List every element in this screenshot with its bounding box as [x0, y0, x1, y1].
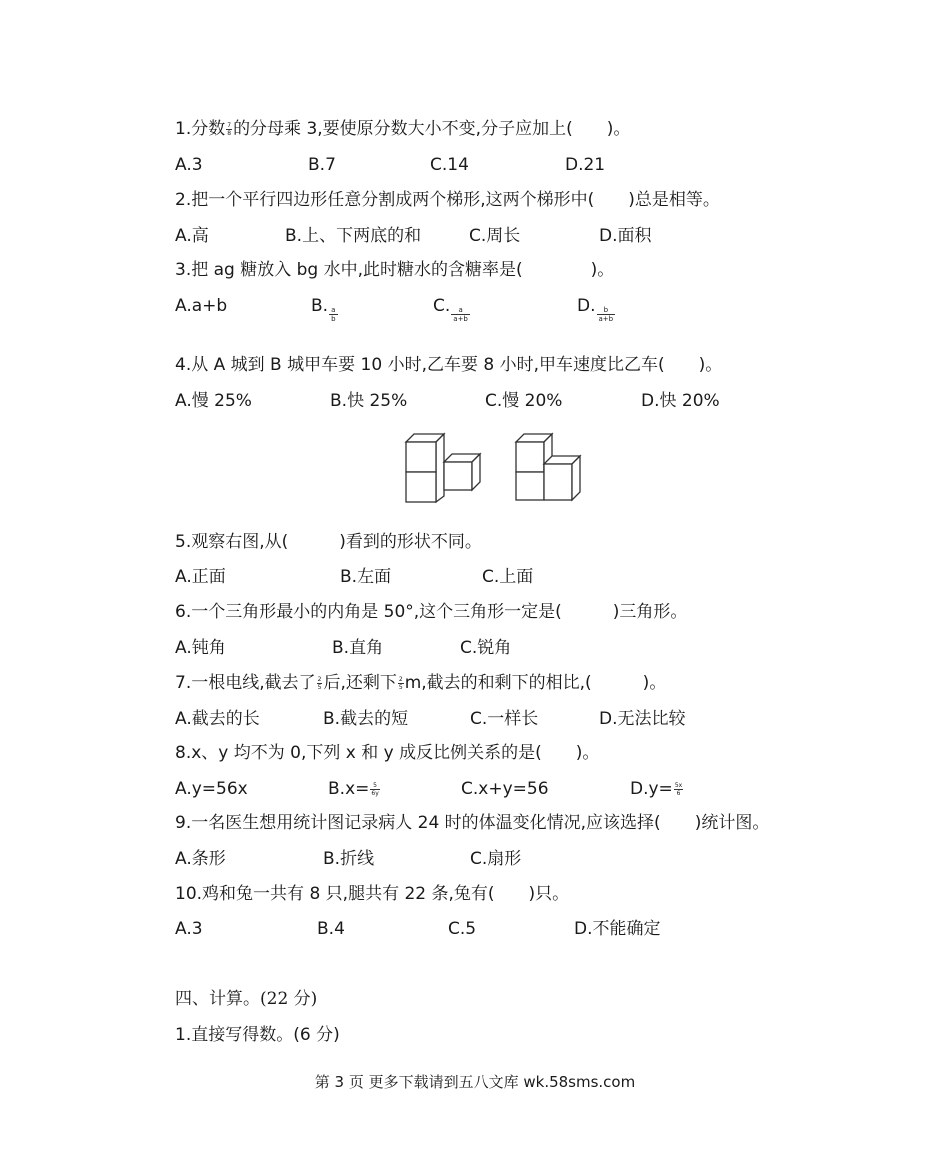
q8-option-b-label: B.x=	[328, 779, 370, 799]
section4-sub1: 1.直接写得数。(6 分)	[175, 1025, 340, 1045]
q1-stem-b: 的分母乘 3,要使原分数大小不变,分子应加上( )。	[233, 119, 631, 139]
q4-option-b: B.快 25%	[330, 391, 408, 411]
q7-stem-b: 后,还剩下	[323, 673, 397, 693]
q6-option-a: A.钝角	[175, 638, 226, 658]
q3-option-b-den: b	[331, 315, 336, 323]
right-base-left-cube	[516, 472, 544, 500]
q7-fraction-1	[317, 676, 323, 691]
q7-stem-a: 7.一根电线,截去了	[175, 673, 316, 693]
q3-option-d-label: D.	[577, 296, 596, 316]
q7-stem-c: m,截去的和剩下的相比,( )。	[404, 673, 667, 693]
right-base-right-cube	[544, 464, 572, 500]
q9-option-c: C.扇形	[470, 849, 522, 869]
q8-option-b	[328, 778, 381, 800]
q3-option-c-den: a+b	[453, 315, 468, 323]
q4-option-a: A.慢 25%	[175, 391, 252, 411]
q5-option-c: C.上面	[482, 567, 534, 587]
q9-option-a: A.条形	[175, 849, 226, 869]
q8-option-d-den: 6	[676, 789, 681, 797]
q8-stem: 8.x、y 均不为 0,下列 x 和 y 成反比例关系的是( )。	[175, 743, 600, 763]
q7-frac1-den: 5	[317, 683, 322, 691]
q10-option-d: D.不能确定	[574, 919, 661, 939]
q10-option-c: C.5	[448, 919, 477, 939]
q10-option-a: A.3	[175, 919, 203, 939]
q8-option-d-label: D.y=	[630, 779, 673, 799]
q8-option-b-fraction	[370, 782, 379, 797]
q10-option-b: B.4	[317, 919, 345, 939]
q7-stem	[175, 672, 666, 694]
q7-frac1-num: 2	[317, 675, 322, 683]
section4-heading: 四、计算。(22 分)	[175, 989, 318, 1009]
q1-frac-num: 7	[227, 121, 232, 129]
q3-option-d-num: b	[597, 306, 616, 315]
q3-option-c-num: a	[451, 306, 470, 315]
q3-option-b	[311, 295, 339, 323]
q1-option-a: A.3	[175, 155, 203, 175]
q1-stem-a: 1.分数	[175, 119, 226, 139]
q9-option-b: B.折线	[323, 849, 375, 869]
q2-option-d: D.面积	[599, 226, 652, 246]
q3-option-d-fraction	[597, 306, 616, 323]
q7-option-d: D.无法比较	[599, 709, 686, 729]
q1-option-d: D.21	[565, 155, 606, 175]
q6-stem: 6.一个三角形最小的内角是 50°,这个三角形一定是( )三角形。	[175, 602, 688, 622]
q1-option-c: C.14	[430, 155, 469, 175]
q4-stem: 4.从 A 城到 B 城甲车要 10 小时,乙车要 8 小时,甲车速度比乙车( )。	[175, 355, 723, 375]
left-column-side-face	[436, 434, 444, 502]
q6-option-b: B.直角	[332, 638, 384, 658]
q8-option-a: A.y=56x	[175, 779, 248, 799]
q3-option-c-fraction	[451, 306, 470, 323]
q7-frac2-den: 5	[398, 683, 403, 691]
q2-option-b: B.上、下两底的和	[285, 226, 422, 246]
q1-frac-den: 8	[227, 129, 232, 137]
q3-stem: 3.把 ag 糖放入 bg 水中,此时糖水的含糖率是( )。	[175, 260, 615, 280]
q10-stem: 10.鸡和兔一共有 8 只,腿共有 22 条,兔有( )只。	[175, 884, 570, 904]
q3-option-b-fraction	[329, 306, 337, 323]
right-base-side-face	[572, 456, 580, 500]
q1-stem	[175, 118, 630, 140]
q8-option-d-num: 5x	[674, 781, 683, 789]
q8-option-d	[630, 778, 684, 800]
q7-fraction-2	[398, 676, 404, 691]
q7-option-b: B.截去的短	[323, 709, 409, 729]
q2-option-c: C.周长	[469, 226, 521, 246]
q5-option-b: B.左面	[340, 567, 392, 587]
q3-option-c-label: C.	[433, 296, 451, 316]
left-column-upper-cube	[406, 442, 436, 472]
q3-option-d-den: a+b	[598, 315, 614, 323]
left-column-lower-cube	[406, 472, 436, 502]
q1-option-b: B.7	[308, 155, 336, 175]
q3-option-c	[433, 295, 471, 323]
q2-option-a: A.高	[175, 226, 209, 246]
q9-stem: 9.一名医生想用统计图记录病人 24 时的体温变化情况,应该选择( )统计图。	[175, 813, 770, 833]
q5-stem: 5.观察右图,从( )看到的形状不同。	[175, 532, 482, 552]
q2-stem: 2.把一个平行四边形任意分割成两个梯形,这两个梯形中( )总是相等。	[175, 190, 720, 210]
q4-option-c: C.慢 20%	[485, 391, 563, 411]
page-footer: 第 3 页 更多下载请到五八文库 wk.58sms.com	[314, 1073, 636, 1091]
q5-option-a: A.正面	[175, 567, 226, 587]
q3-option-a: A.a+b	[175, 296, 228, 316]
q3-option-b-num: a	[329, 306, 337, 315]
q7-frac2-num: 2	[398, 675, 403, 683]
left-side-cube-front	[444, 462, 472, 490]
q3-option-b-label: B.	[311, 296, 329, 316]
q4-option-d: D.快 20%	[641, 391, 720, 411]
q7-option-a: A.截去的长	[175, 709, 260, 729]
q6-option-c: C.锐角	[460, 638, 512, 658]
q8-option-b-den: 6y	[371, 789, 379, 797]
q8-option-c: C.x+y=56	[461, 779, 549, 799]
q3-option-d	[577, 295, 616, 323]
q7-option-c: C.一样长	[470, 709, 539, 729]
q8-option-b-num: 5	[370, 782, 379, 790]
q1-fraction	[226, 122, 232, 137]
cube-stack-figure	[400, 430, 590, 506]
right-column-upper-cube	[516, 442, 544, 472]
q8-option-d-fraction	[674, 782, 683, 797]
